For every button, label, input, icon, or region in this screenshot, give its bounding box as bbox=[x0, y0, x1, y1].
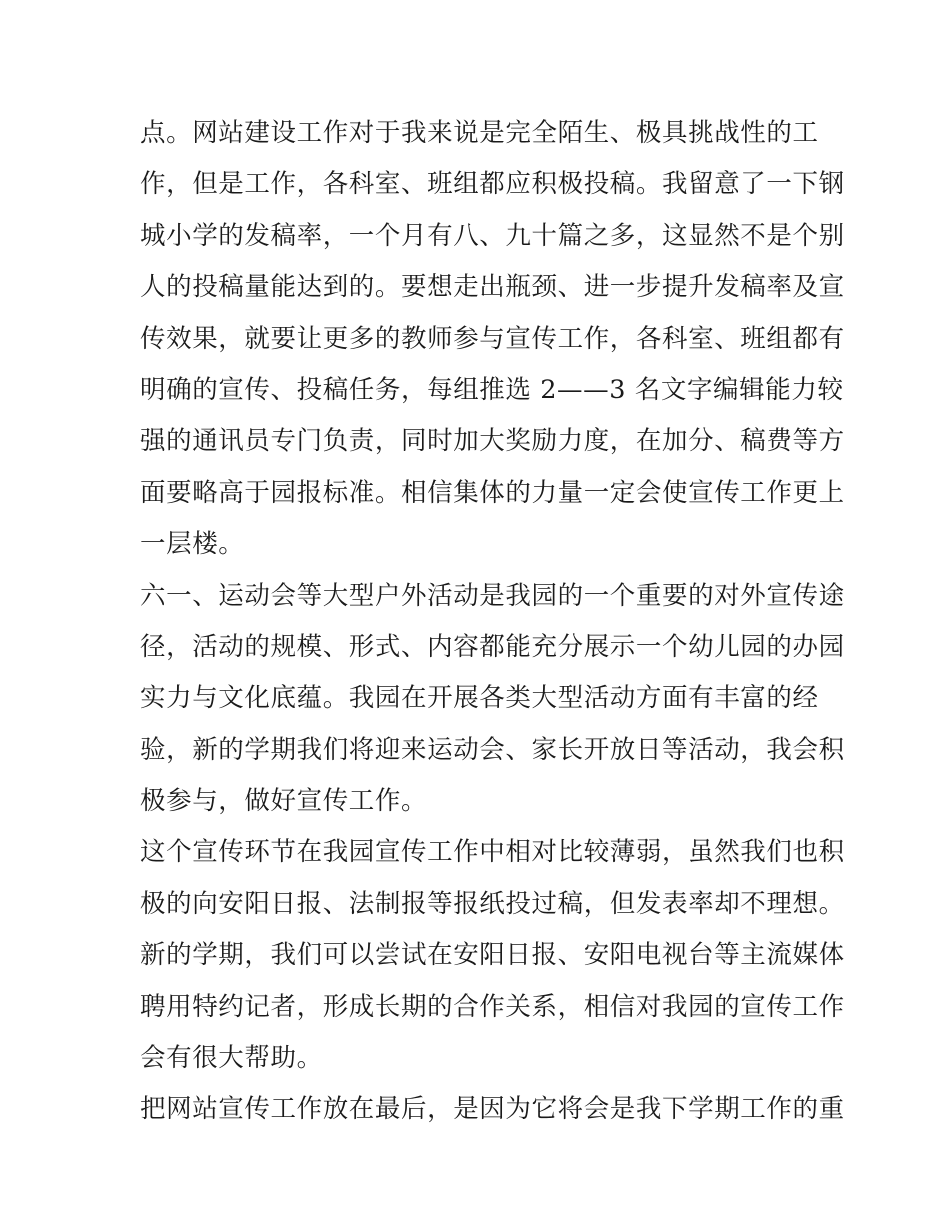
text-line: 点。网站建设工作对于我来说是完全陌生、极具挑战性的工 bbox=[140, 118, 819, 148]
text-line: 实力与文化底蕴。我园在开展各类大型活动方面有丰富的经 bbox=[140, 683, 819, 714]
text-line: 聘用特约记者，形成长期的合作关系，相信对我园的宣传工作 bbox=[140, 991, 845, 1022]
text-line: 作，但是工作，各科室、班组都应积极投稿。我留意了一下钢 bbox=[140, 169, 845, 200]
body-text bbox=[140, 108, 845, 1136]
text-line: 这个宣传环节在我园宣传工作中相对比较薄弱，虽然我们也积 bbox=[140, 837, 845, 868]
text-line: 六一、运动会等大型户外活动是我园的一个重要的对外宣传途 bbox=[140, 580, 845, 611]
text-line: 新的学期，我们可以尝试在安阳日报、安阳电视台等主流媒体 bbox=[140, 940, 845, 971]
text-line: 强的通讯员专门负责，同时加大奖励力度，在加分、稿费等方 bbox=[140, 426, 845, 457]
text-line: 把网站宣传工作放在最后，是因为它将会是我下学期工作的重 bbox=[140, 1094, 845, 1125]
text-line: 验，新的学期我们将迎来运动会、家长开放日等活动，我会积 bbox=[140, 734, 845, 765]
text-line: 面要略高于园报标准。相信集体的力量一定会使宣传工作更上 bbox=[140, 477, 845, 508]
text-line: 一层楼。 bbox=[140, 529, 245, 560]
text-line: 传效果，就要让更多的教师参与宣传工作，各科室、班组都有 bbox=[140, 323, 845, 354]
text-line: 会有很大帮助。 bbox=[140, 1043, 323, 1074]
text-line: 城小学的发稿率，一个月有八、九十篇之多，这显然不是个别 bbox=[140, 220, 845, 251]
text-line: 人的投稿量能达到的。要想走出瓶颈、进一步提升发稿率及宣 bbox=[140, 272, 845, 303]
text-line: 极的向安阳日报、法制报等报纸投过稿，但发表率却不理想。 bbox=[140, 888, 845, 919]
text-line: 径，活动的规模、形式、内容都能充分展示一个幼儿园的办园 bbox=[140, 631, 845, 662]
text-line: 极参与，做好宣传工作。 bbox=[140, 786, 428, 817]
text-line: 明确的宣传、投稿任务，每组推选 2——3 名文字编辑能力较 bbox=[140, 374, 844, 405]
